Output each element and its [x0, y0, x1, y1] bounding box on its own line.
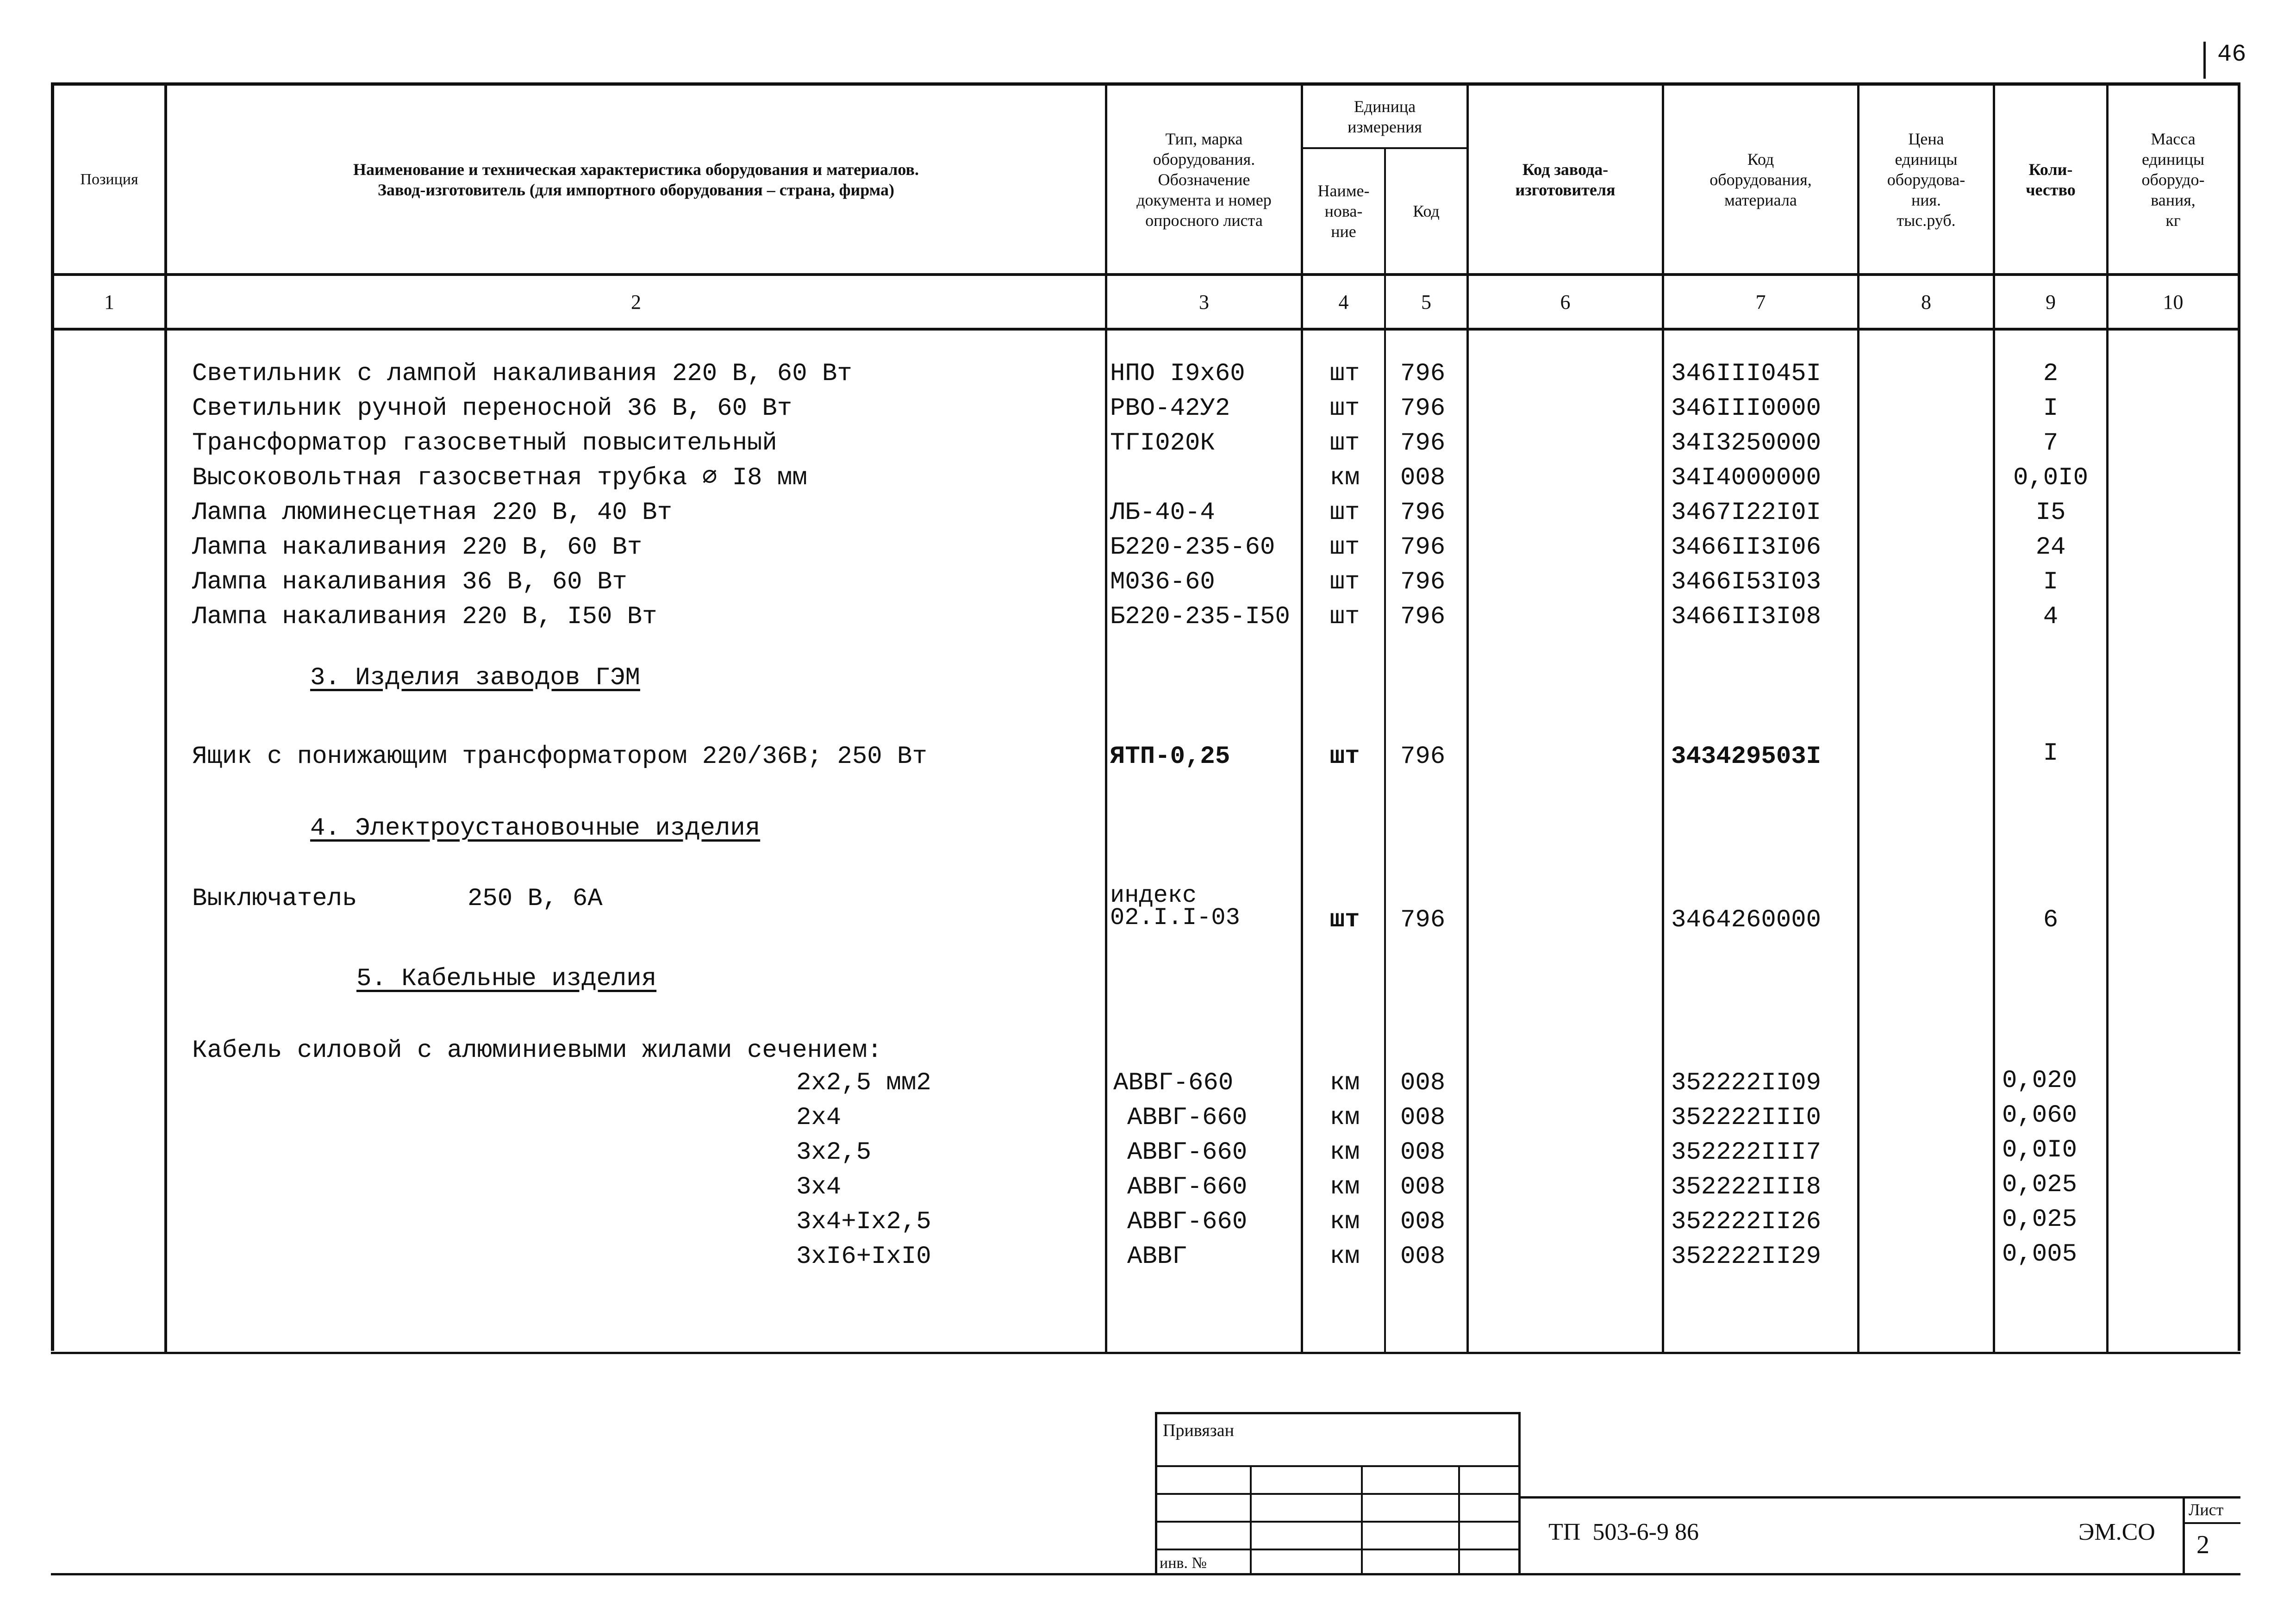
cable-qty: 0,060	[2002, 1101, 2078, 1130]
cable-type: АВВГ	[1127, 1243, 1187, 1271]
item-unit: шт	[1329, 906, 1360, 934]
section-4-title: 4. Электроустановочные изделия	[310, 814, 761, 843]
cable-size: 3х4+Iх2,5	[796, 1208, 931, 1236]
item-type-line2: 02.I.I-03	[1110, 904, 1240, 931]
item-unit: шт	[1329, 533, 1360, 562]
cable-size: 2х2,5 мм2	[796, 1069, 931, 1097]
item-code: 3466I53I03	[1671, 568, 1822, 596]
item-type: НПО I9х60	[1110, 360, 1245, 388]
item-spec: 250 В, 6А	[468, 885, 603, 913]
item-unit-code: 796	[1400, 360, 1446, 388]
item-code: 34I3250000	[1671, 429, 1822, 457]
cable-size: 3х2,5	[796, 1138, 872, 1167]
col-num-5: 5	[1421, 290, 1431, 313]
item-type: ЛБ-40-4	[1110, 499, 1215, 527]
item-qty: I	[2043, 739, 2059, 768]
item-name: Выключатель	[192, 885, 357, 913]
item-name: Высоковольтная газосветная трубка ∅ I8 мм	[192, 464, 807, 492]
cable-unit: км	[1329, 1243, 1360, 1271]
item-unit: шт	[1329, 743, 1360, 771]
item-name: Светильник ручной переносной 36 В, 60 Вт	[192, 394, 792, 423]
item-type: ТГI020К	[1110, 429, 1215, 457]
item-code: 3467I22I0I	[1671, 499, 1822, 527]
col-num-4: 4	[1338, 290, 1349, 313]
cable-code: 352222II09	[1671, 1069, 1822, 1097]
item-type: ЯТП-0,25	[1110, 743, 1230, 771]
cable-type: АВВГ-660	[1127, 1208, 1248, 1236]
item-name: Лампа накаливания 36 В, 60 Вт	[192, 568, 627, 596]
item-unit: шт	[1329, 360, 1360, 388]
item-code: 343429503I	[1671, 743, 1822, 771]
cable-unit: км	[1329, 1138, 1360, 1167]
item-code: 346III045I	[1671, 360, 1822, 388]
cable-unit-code: 008	[1400, 1173, 1446, 1201]
item-qty: 4	[2043, 603, 2059, 631]
cable-intro: Кабель силовой с алюминиевыми жилами сечением:	[192, 1037, 882, 1065]
cable-unit: км	[1329, 1173, 1360, 1201]
inventory-label: инв. №	[1160, 1555, 1207, 1572]
col-num-9: 9	[2046, 290, 2056, 313]
header-quantity: Коли- чество	[2026, 160, 2076, 199]
col-num-1: 1	[104, 290, 114, 313]
item-qty: 7	[2043, 429, 2059, 457]
cable-unit-code: 008	[1400, 1138, 1446, 1167]
item-code: 3464260000	[1671, 906, 1822, 934]
cable-code: 352222II26	[1671, 1208, 1822, 1236]
item-code: 3466II3I06	[1671, 533, 1822, 562]
item-code: 3466II3I08	[1671, 603, 1822, 631]
item-name: Лампа люминесцетная 220 В, 40 Вт	[192, 499, 672, 527]
item-unit-code: 796	[1400, 743, 1446, 771]
cable-code: 352222III7	[1671, 1138, 1822, 1167]
cable-unit: км	[1329, 1104, 1360, 1132]
item-code: 34I4000000	[1671, 464, 1822, 492]
cable-unit-code: 008	[1400, 1069, 1446, 1097]
header-unit-group: Единица измерения	[1348, 97, 1422, 136]
cable-unit-code: 008	[1400, 1104, 1446, 1132]
item-name: Трансформатор газосветный повысительный	[192, 429, 777, 457]
top-sheet-number: 46	[2217, 41, 2246, 68]
cable-size: 3хI6+IхI0	[796, 1243, 931, 1271]
item-name: Лампа накаливания 220 В, 60 Вт	[192, 533, 643, 562]
cable-code: 352222III8	[1671, 1173, 1822, 1201]
item-type: Б220-235-I50	[1110, 603, 1290, 631]
header-material-code: Код оборудования, материала	[1710, 150, 1812, 209]
cable-qty: 0,020	[2002, 1067, 2078, 1095]
cable-qty: 0,0I0	[2002, 1136, 2078, 1164]
cable-size: 3х4	[796, 1173, 842, 1201]
item-qty: 6	[2043, 906, 2059, 934]
item-type: Б220-235-60	[1110, 533, 1275, 562]
item-unit: шт	[1329, 394, 1360, 423]
cable-type: АВВГ-660	[1127, 1173, 1248, 1201]
doc-code: ТП 503-6-9 86	[1548, 1519, 1699, 1545]
col-num-10: 10	[2163, 290, 2184, 313]
header-mass: Масса единицы оборудо- вания, кг	[2141, 129, 2205, 230]
sheet-number: 2	[2196, 1530, 2209, 1559]
item-unit-code: 796	[1400, 568, 1446, 596]
cable-qty: 0,025	[2002, 1206, 2078, 1234]
item-code: 346III0000	[1671, 394, 1822, 423]
attached-label: Привязан	[1163, 1421, 1234, 1440]
header-unit-code: Код	[1413, 202, 1440, 220]
item-qty: I	[2043, 394, 2059, 423]
col-num-2: 2	[631, 290, 641, 313]
item-unit-code: 796	[1400, 429, 1446, 457]
item-unit: шт	[1329, 603, 1360, 631]
item-qty: I5	[2035, 499, 2066, 527]
item-qty: I	[2043, 568, 2059, 596]
section-5-title: 5. Кабельные изделия	[356, 965, 657, 993]
item-unit-code: 796	[1400, 394, 1446, 423]
item-qty: 0,0I0	[2013, 464, 2089, 492]
item-unit-code: 796	[1400, 603, 1446, 631]
cable-unit: км	[1329, 1208, 1360, 1236]
col-num-7: 7	[1755, 290, 1766, 313]
section-3-title: 3. Изделия заводов ГЭМ	[310, 664, 640, 692]
doc-suffix: ЭМ.СО	[2078, 1519, 2155, 1545]
cable-unit-code: 008	[1400, 1243, 1446, 1271]
item-name: Лампа накаливания 220 В, I50 Вт	[192, 603, 657, 631]
cable-type: АВВГ-660	[1127, 1138, 1248, 1167]
item-unit: шт	[1329, 499, 1360, 527]
item-unit-code: 796	[1400, 499, 1446, 527]
cable-qty: 0,025	[2002, 1171, 2078, 1199]
item-unit: км	[1329, 464, 1360, 492]
item-name: Ящик с понижающим трансформатором 220/36В; 250 Вт	[192, 743, 927, 771]
cable-unit: км	[1329, 1069, 1360, 1097]
header-type: Тип, марка оборудования. Обозначение документа и номер опросного листа	[1136, 129, 1272, 230]
header-position: Позиция	[80, 170, 138, 188]
col-num-8: 8	[1921, 290, 1931, 313]
header-factory-code: Код завода- изготовителя	[1515, 160, 1616, 199]
item-unit: шт	[1329, 568, 1360, 596]
item-type-line1: индекс	[1110, 882, 1197, 909]
header-price: Цена единицы оборудова- ния. тыс.руб.	[1887, 129, 1965, 230]
cable-type: АВВГ-660	[1113, 1069, 1234, 1097]
item-unit-code: 008	[1400, 464, 1446, 492]
item-type: РВО-42У2	[1110, 394, 1230, 423]
cable-qty: 0,005	[2002, 1240, 2078, 1268]
cable-type: АВВГ-660	[1127, 1104, 1248, 1132]
sheet-label: Лист	[2189, 1500, 2224, 1519]
cable-unit-code: 008	[1400, 1208, 1446, 1236]
item-qty: 24	[2035, 533, 2066, 562]
col-num-6: 6	[1560, 290, 1571, 313]
item-unit: шт	[1329, 429, 1360, 457]
cable-code: 352222III0	[1671, 1104, 1822, 1132]
cable-size: 2х4	[796, 1104, 842, 1132]
item-unit-code: 796	[1400, 906, 1446, 934]
item-unit-code: 796	[1400, 533, 1446, 562]
col-num-3: 3	[1199, 290, 1209, 313]
header-name: Наименование и техническая характеристика оборудования и материалов. Завод-изготовитель (для импортного оборудования – страна, фирма)	[353, 160, 919, 199]
item-type: М036-60	[1110, 568, 1215, 596]
cable-code: 352222II29	[1671, 1243, 1822, 1271]
item-name: Светильник с лампой накаливания 220 В, 60 Вт	[192, 360, 852, 388]
header-unit-name: Наиме- нова- ние	[1317, 181, 1370, 241]
item-qty: 2	[2043, 360, 2059, 388]
